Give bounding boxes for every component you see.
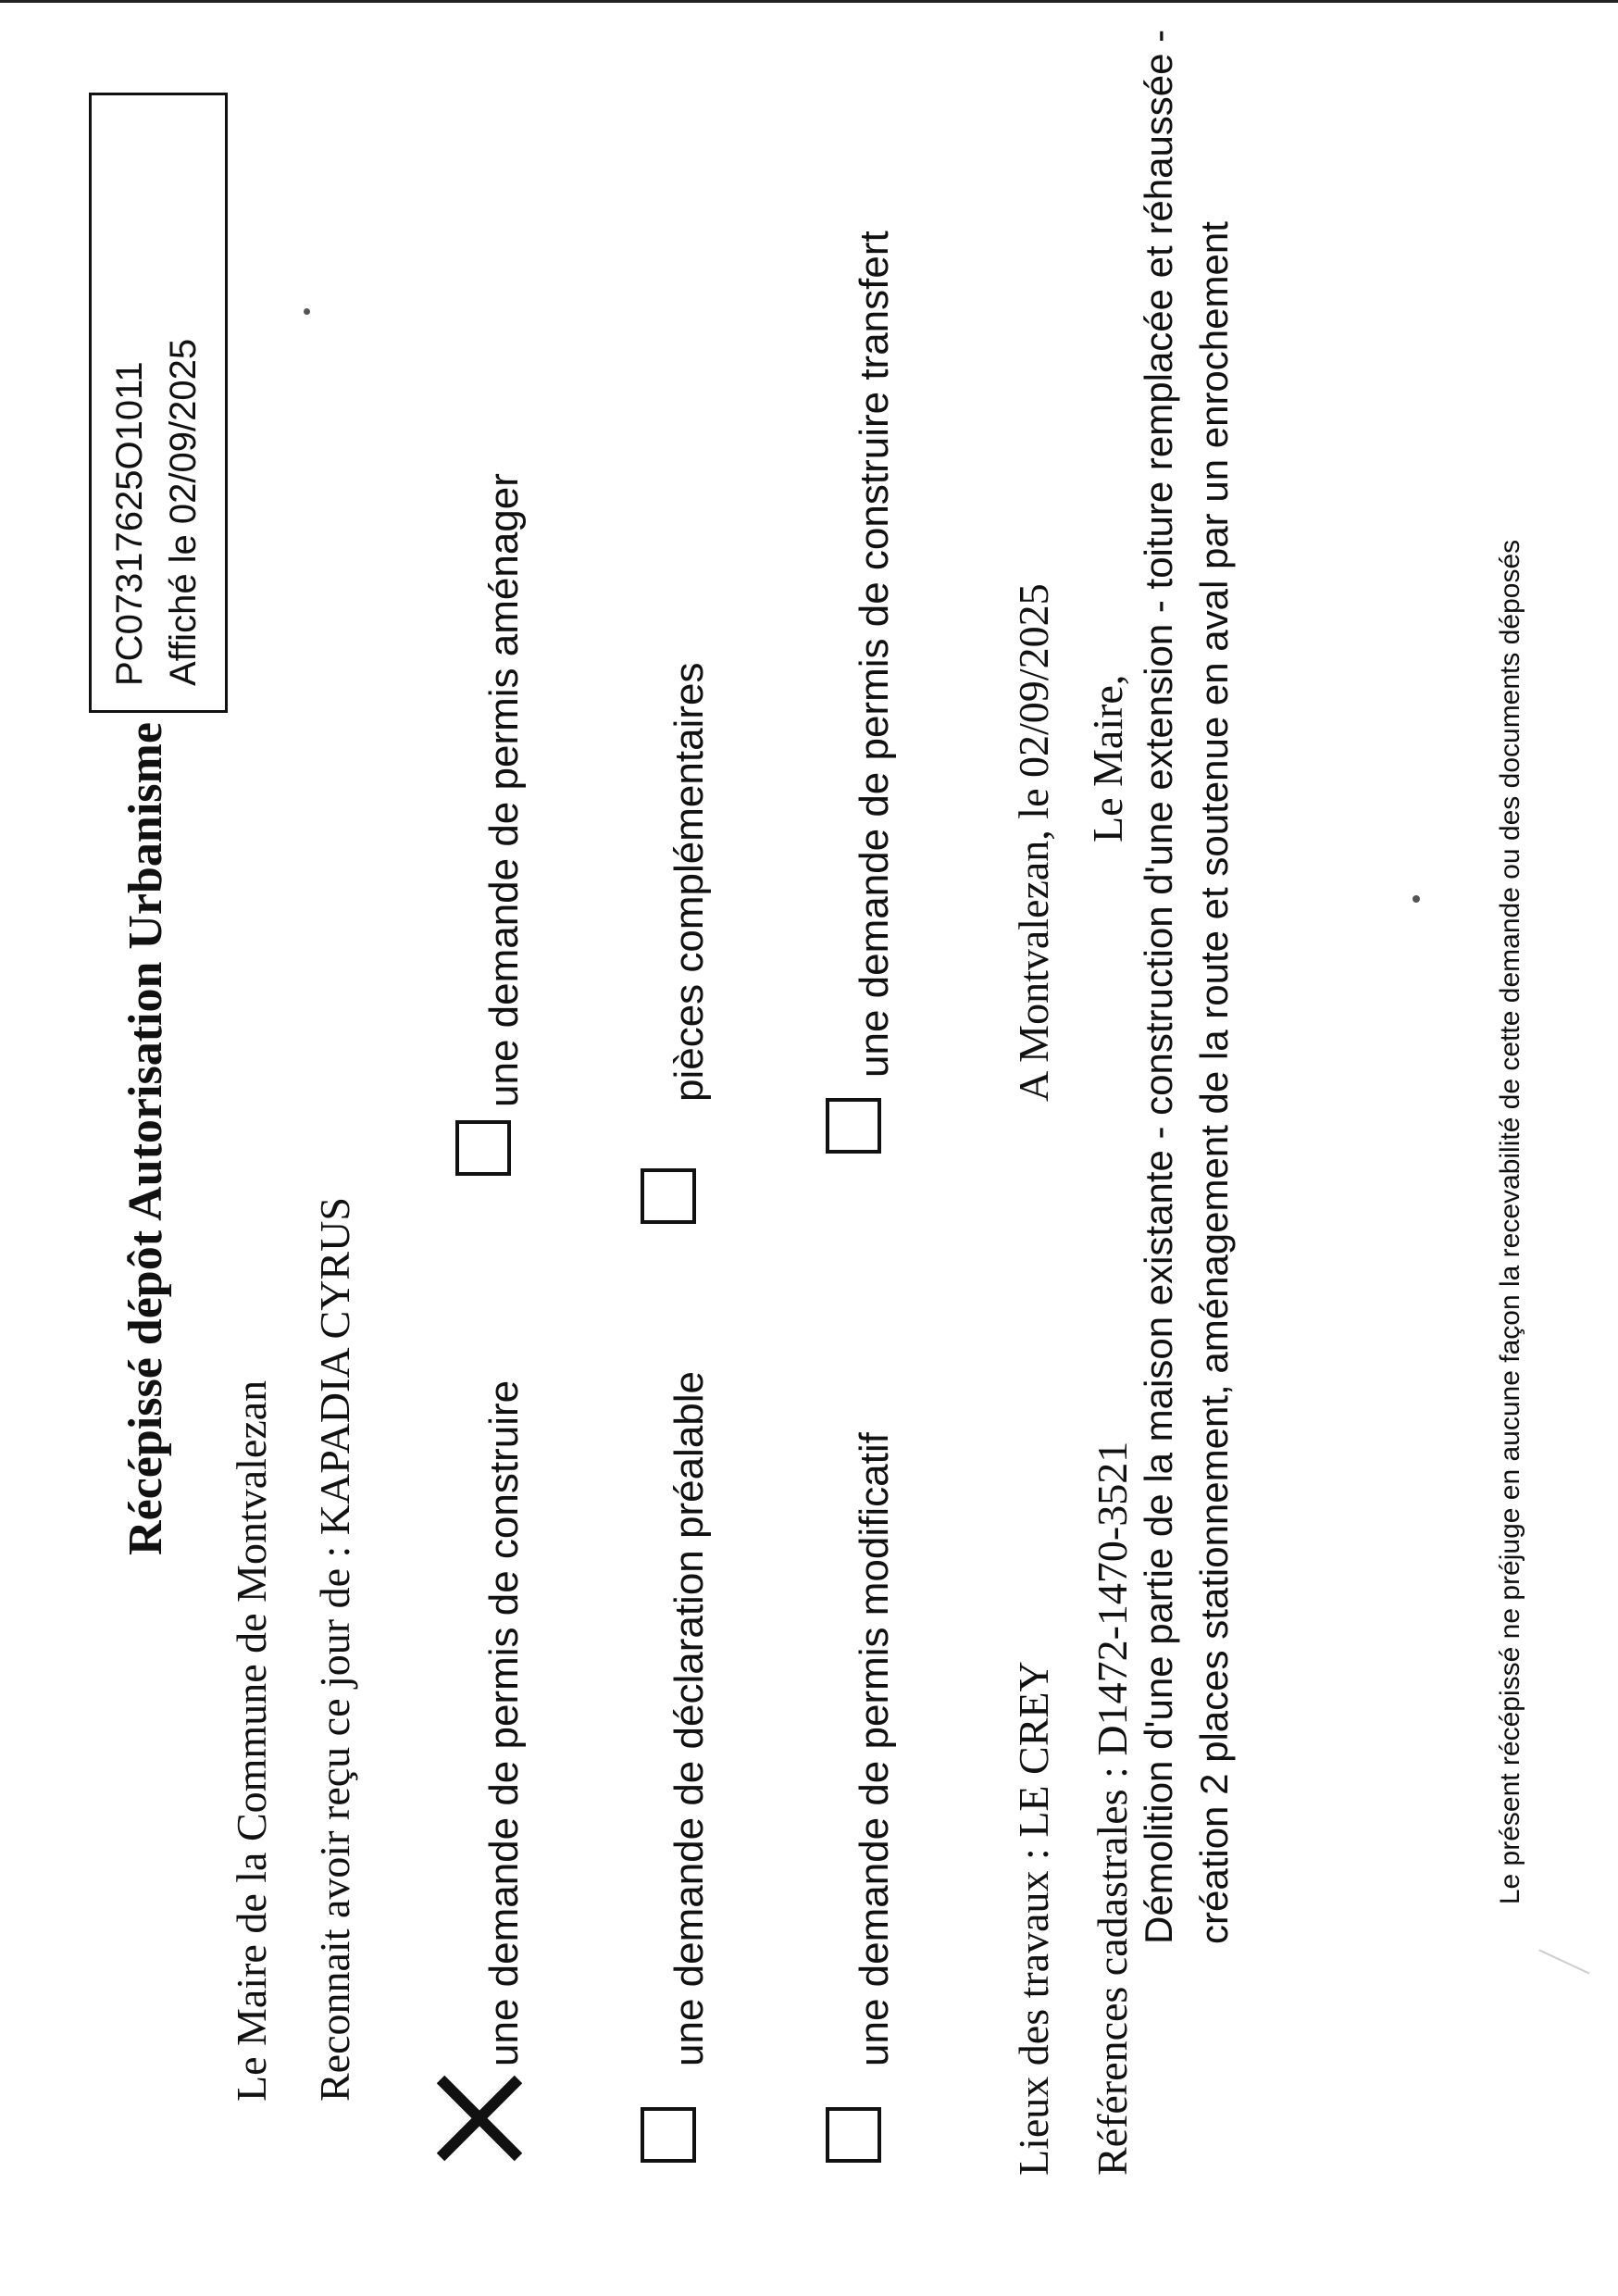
- project-description: [1131, 29, 1242, 1944]
- checkbox-declaration-prealable[interactable]: [641, 2107, 696, 2163]
- scan-speck: [1413, 895, 1420, 903]
- option-permis-transfert: une demande de permis de construire transfert: [852, 231, 897, 1078]
- description-line-2: création 2 places stationnement, aménagement de la route et soutenue en aval par un enrochement: [1192, 221, 1236, 1944]
- received-line: Reconnait avoir reçu ce jour de : KAPADIA CYRUS: [311, 1197, 358, 2102]
- mayor-line: Le Maire de la Commune de Montvalezan: [228, 1379, 275, 2102]
- checkbox-permis-modificatif[interactable]: [826, 2107, 881, 2163]
- reference-number: PC07317625O1011: [109, 361, 150, 686]
- works-location: Lieux des travaux : LE CREY: [1010, 1661, 1057, 2176]
- signatory: Le Maire,: [1084, 674, 1131, 842]
- checked-cross-icon[interactable]: [433, 2072, 526, 2165]
- reference-box: [89, 93, 228, 713]
- checkbox-pieces-complementaires[interactable]: [641, 1168, 696, 1224]
- option-pieces-complementaires: pièces complémentaires: [666, 662, 712, 1102]
- cadastral-references: Références cadastrales : D1472-1470-3521: [1089, 1441, 1136, 2176]
- posted-date: Affiché le 02/09/2025: [163, 338, 204, 686]
- footer-disclaimer: Le présent récépissé ne préjuge en aucune façon la recevabilité de cette demande ou des documents déposés: [1495, 539, 1525, 1905]
- scan-speck: [304, 308, 310, 315]
- option-permis-modificatif: une demande de permis modificatif: [852, 1432, 897, 2066]
- option-declaration-prealable: une demande de déclaration préalable: [666, 1370, 712, 2066]
- checkbox-permis-amenager[interactable]: [455, 1120, 511, 1176]
- description-line-1: Démolition d'une partie de la maison existante - construction d'une extension - toiture remplacée et réhaussée -: [1137, 29, 1180, 1944]
- scan-artifact: [1538, 1949, 1589, 1974]
- document-title: Récépissé dépôt Autorisation Urbanisme: [119, 722, 172, 1555]
- option-permis-construire: une demande de permis de construire: [481, 1379, 527, 2066]
- option-permis-amenager: une demande de permis aménager: [481, 473, 527, 1107]
- checkbox-permis-transfert[interactable]: [826, 1098, 881, 1154]
- place-date: A Montvalezan, le 02/09/2025: [1010, 583, 1057, 1102]
